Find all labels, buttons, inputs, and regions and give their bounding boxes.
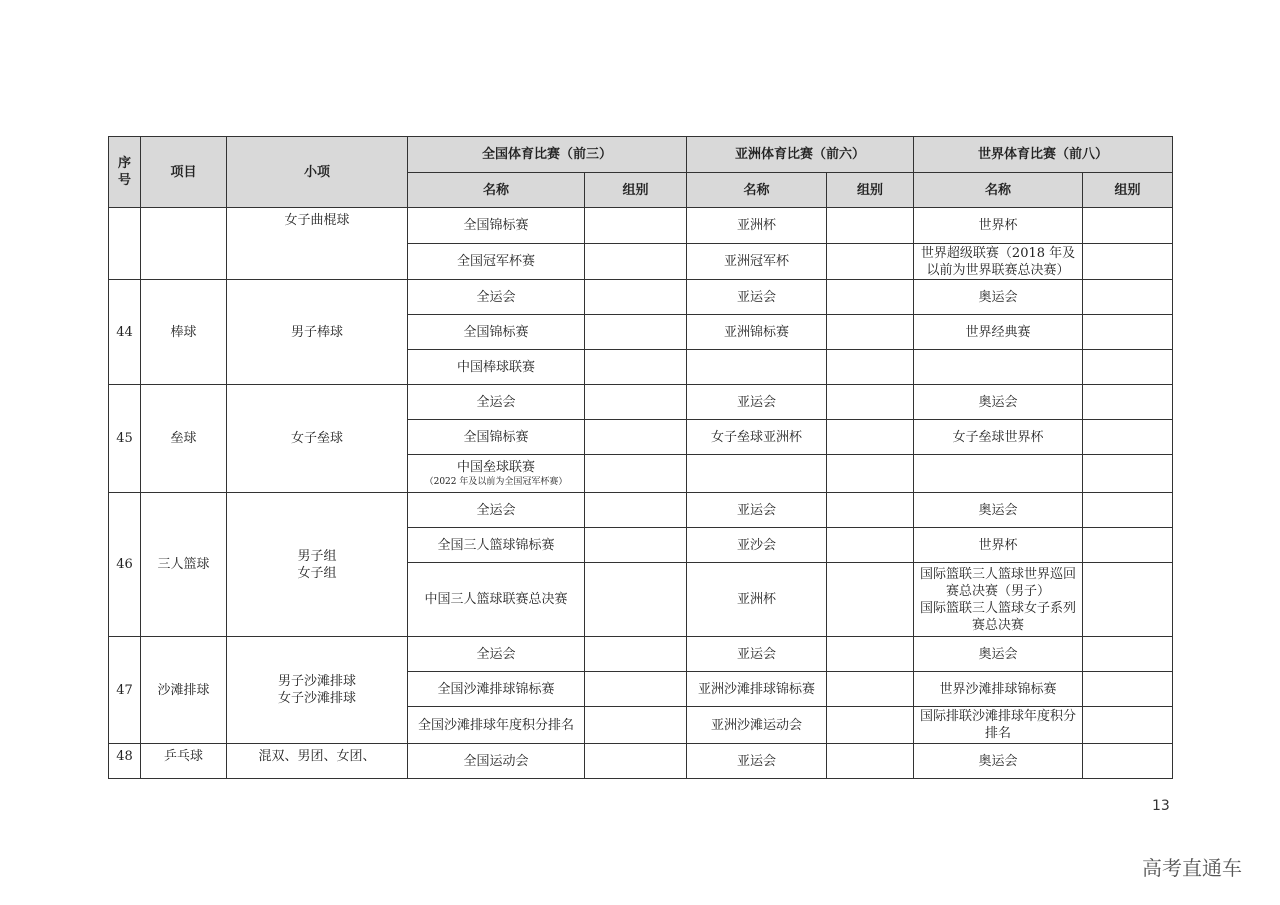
table-row: [109, 493, 1173, 528]
header-national: 全国体育比赛（前三）: [408, 137, 687, 173]
watermark: 高考直通车: [1142, 856, 1242, 880]
sub-cell: 女子曲棍球: [227, 208, 408, 280]
national-name: 全运会: [408, 637, 585, 672]
sub-cell: [227, 637, 408, 744]
header-national-group: 组别: [585, 173, 687, 208]
world-name: 世界超级联赛（2018 年及以前为世界联赛总决赛）: [914, 244, 1083, 280]
world-name: 国际篮联三人篮球世界巡回赛总决赛（男子）: [920, 566, 1077, 599]
asian-name: 亚运会: [687, 280, 827, 315]
sub-cell: 男子棒球: [227, 280, 408, 385]
header-project: 项目: [141, 137, 227, 208]
national-name: 全国锦标赛: [408, 420, 585, 455]
asian-name: [687, 350, 827, 385]
world-name: 奥运会: [914, 385, 1083, 420]
national-name-note: （2022 年及以前为全国冠军杯赛）: [424, 477, 568, 487]
asian-name: 亚运会: [687, 637, 827, 672]
header-asian: 亚洲体育比赛（前六）: [687, 137, 914, 173]
national-name: 全国冠军杯赛: [408, 244, 585, 280]
world-name: 奥运会: [914, 744, 1083, 779]
asian-name: 亚洲锦标赛: [687, 315, 827, 350]
seq-cell: [109, 208, 141, 280]
table-row: [109, 280, 1173, 315]
seq-cell: 46: [109, 493, 141, 637]
seq-cell: 47: [109, 637, 141, 744]
header-world-name: 名称: [914, 173, 1083, 208]
world-name: 世界杯: [914, 528, 1083, 563]
sub-item: 男子沙滩排球: [277, 674, 356, 689]
world-name: 奥运会: [914, 493, 1083, 528]
project-cell: 垒球: [141, 385, 227, 493]
national-name: 全运会: [408, 493, 585, 528]
header-national-name: 名称: [408, 173, 585, 208]
world-name: 国际排联沙滩排球年度积分排名: [914, 707, 1083, 744]
national-name: 全国三人篮球锦标赛: [408, 528, 585, 563]
sub-cell: 混双、男团、女团、: [227, 744, 408, 779]
asian-name: 亚洲沙滩运动会: [687, 707, 827, 744]
asian-name: 亚沙会: [687, 528, 827, 563]
header-world: 世界体育比赛（前八）: [914, 137, 1173, 173]
world-name-cell: [914, 563, 1083, 637]
asian-name: 亚运会: [687, 744, 827, 779]
sub-cell: [227, 493, 408, 637]
asian-name: 女子垒球亚洲杯: [687, 420, 827, 455]
world-name: 世界杯: [914, 208, 1083, 244]
header-row-1: [109, 137, 1173, 173]
project-cell: 乒乓球: [141, 744, 227, 779]
world-name: [914, 350, 1083, 385]
national-name: 中国三人篮球联赛总决赛: [408, 563, 585, 637]
national-name: 全国沙滩排球年度积分排名: [408, 707, 585, 744]
header-world-group: 组别: [1083, 173, 1173, 208]
table-row: [109, 744, 1173, 779]
world-name: 世界沙滩排球锦标赛: [914, 672, 1083, 707]
national-name: 全运会: [408, 280, 585, 315]
asian-name: 亚洲沙滩排球锦标赛: [687, 672, 827, 707]
header-seq: 序号: [109, 137, 141, 208]
project-cell: 棒球: [141, 280, 227, 385]
project-cell: 沙滩排球: [141, 637, 227, 744]
world-name: 世界经典赛: [914, 315, 1083, 350]
asian-name: 亚洲冠军杯: [687, 244, 827, 280]
project-cell: [141, 208, 227, 280]
asian-name: 亚洲杯: [687, 563, 827, 637]
national-name: 全国沙滩排球锦标赛: [408, 672, 585, 707]
world-name: 国际篮联三人篮球女子系列赛总决赛: [920, 600, 1077, 633]
sub-cell: 女子垒球: [227, 385, 408, 493]
national-name: 全国锦标赛: [408, 208, 585, 244]
table-row: [109, 385, 1173, 420]
national-name: 全运会: [408, 385, 585, 420]
national-name: 中国棒球联赛: [408, 350, 585, 385]
page-number: 13: [1152, 798, 1170, 814]
header-asian-name: 名称: [687, 173, 827, 208]
table-row: [109, 208, 1173, 244]
header-asian-group: 组别: [827, 173, 914, 208]
asian-name: 亚运会: [687, 493, 827, 528]
sub-item: 男子组: [297, 548, 337, 564]
competition-table: [108, 136, 1173, 779]
seq-cell: 48: [109, 744, 141, 779]
seq-cell: 44: [109, 280, 141, 385]
world-name: 女子垒球世界杯: [914, 420, 1083, 455]
sub-item: 女子组: [297, 565, 337, 581]
national-name: 中国垒球联赛: [456, 460, 535, 475]
asian-name: 亚运会: [687, 385, 827, 420]
sub-item: 女子沙滩排球: [277, 691, 356, 706]
national-name-cell: [408, 455, 585, 493]
project-cell: 三人篮球: [141, 493, 227, 637]
header-sub: 小项: [227, 137, 408, 208]
world-name: 奥运会: [914, 280, 1083, 315]
world-name: 奥运会: [914, 637, 1083, 672]
seq-cell: 45: [109, 385, 141, 493]
table-row: [109, 637, 1173, 672]
national-name: 全国锦标赛: [408, 315, 585, 350]
asian-name: 亚洲杯: [687, 208, 827, 244]
national-name: 全国运动会: [408, 744, 585, 779]
